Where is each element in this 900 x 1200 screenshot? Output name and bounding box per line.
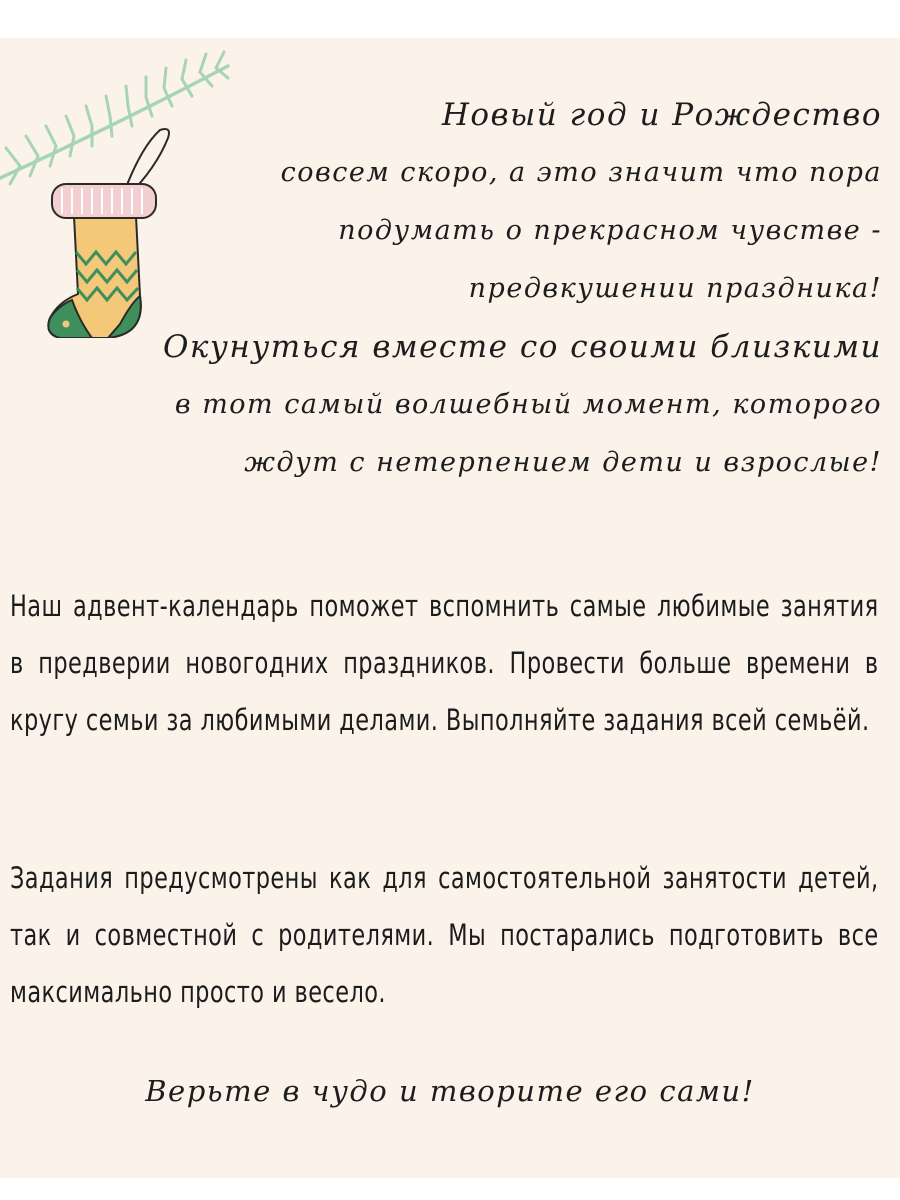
page-sheet — [0, 38, 900, 1178]
script-line: в тот самый волшебный момент, которого — [174, 389, 882, 420]
body-paragraph-tasks: Задания предусмотрены как для самостоятельной занятости детей, так и совместной с родителями. Мы постарались подготовить все максимально просто и весело. — [10, 861, 879, 1009]
script-line: Новый год и Рождество — [441, 97, 882, 133]
intro-script-text — [122, 86, 882, 492]
closing-line: Верьте в чудо и творите его сами! — [145, 1074, 755, 1108]
script-line: Окунуться вместе со своими близкими — [163, 329, 882, 365]
script-line: ждут с нетерпением дети и взрослые! — [244, 447, 882, 478]
body-paragraph-advent: Наш адвент-календарь поможет вспомнить самые любимые занятия в предверии новогодних праздников. Провести больше времени в кругу семьи за любимыми делами. Выполняйте задания всей семьёй. — [10, 589, 879, 737]
script-line: совсем скоро, а это значит что пора — [280, 157, 882, 188]
script-line: подумать о прекрасном чувстве - — [338, 215, 882, 246]
script-line: предвкушении праздника! — [468, 273, 882, 304]
